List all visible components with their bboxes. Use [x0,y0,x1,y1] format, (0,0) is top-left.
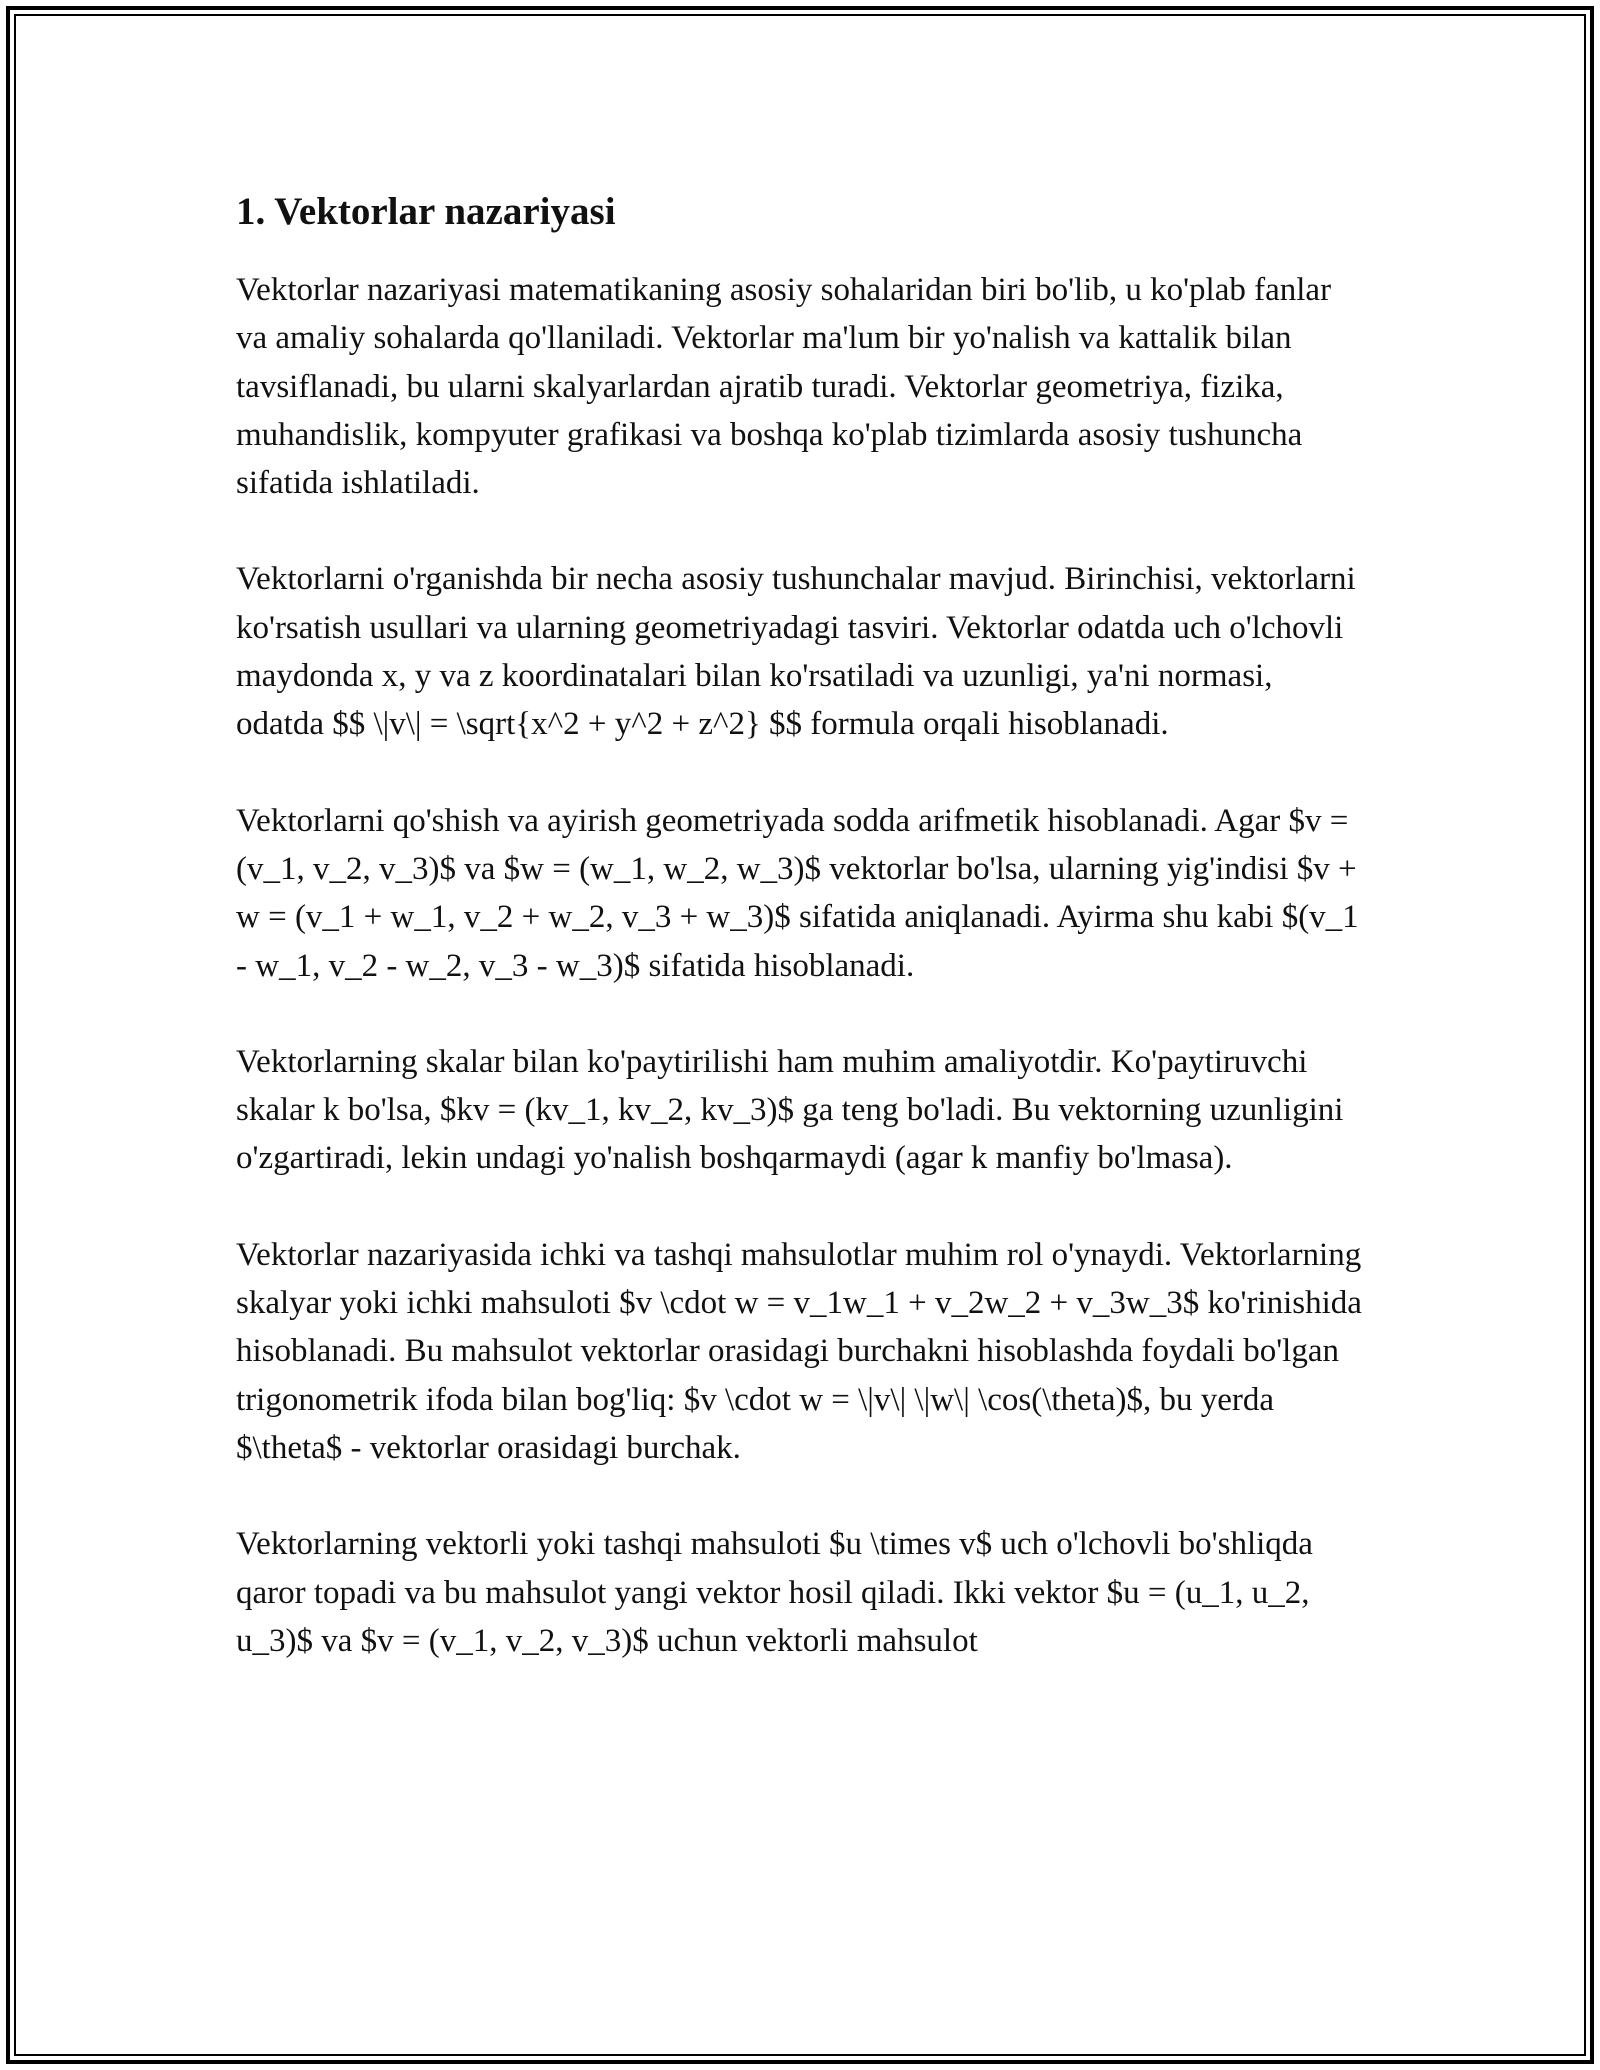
paragraph-2: Vektorlarni o'rganishda bir necha asosiy tushunchalar mavjud. Birinchisi, vektorlarni ko'rsatish usullari va ularning geometriyadagi tasviri. Vektorlar odatda uch o'lchovli maydonda x, y va z koordinatalari bilan ko'rsatiladi va uzunligi, ya'ni normasi, odatda $$ \|v\| = \sqrt{x^2 + y^2 + z^2} $$ formula orqali hisoblanadi. [236,561,1356,743]
paragraph-1: Vektorlar nazariyasi matematikaning asosiy sohalaridan biri bo'lib, u ko'plab fanlar va amaliy sohalarda qo'llaniladi. Vektorlar ma'lum bir yo'nalish va kattalik bilan tavsiflanadi, bu ularni skalyarlardan ajratib turadi. Vektorlar geometriya, fizika, muhandislik, kompyuter grafikasi va boshqa ko'plab tizimlarda asosiy tushuncha sifatida ishlatiladi. [236,272,1332,502]
paragraph-3: Vektorlarni qo'shish va ayirish geometriyada sodda arifmetik hisoblanadi. Agar $v = (v_1, v_2, v_3)$ va $w = (w_1, w_2, w_3)$ vektorlar bo'lsa, ularning yig'indisi $v + w = (v_1 + w_1, v_2 + w_2, v_3 + w_3)$ sifatida aniqlanadi. Ayirma shu kabi $(v_1 - w_1, v_2 - w_2, v_3 - w_3)$ sifatida hisoblanadi. [236,802,1359,984]
section-heading: 1. Vektorlar nazariyasi [236,190,616,233]
paragraph-6: Vektorlarning vektorli yoki tashqi mahsuloti $u \times v$ uch o'lchovli bo'shliqda qaror topadi va bu mahsulot yangi vektor hosil qiladi. Ikki vektor $u = (u_1, u_2, u_3)$ va $v = (v_1, v_2, v_3)$ uchun vektorli mahsulot [236,1526,1313,1659]
document-body [236,186,1366,1713]
paragraph-4: Vektorlarning skalar bilan ko'paytirilishi ham muhim amaliyotdir. Ko'paytiruvchi skalar k bo'lsa, $kv = (kv_1, kv_2, kv_3)$ ga teng bo'ladi. Bu vektorning uzunligini o'zgartiradi, lekin undagi yo'nalish boshqarmaydi (agar k manfiy bo'lmasa). [236,1043,1344,1177]
paragraph-5: Vektorlar nazariyasida ichki va tashqi mahsulotlar muhim rol o'ynaydi. Vektorlarning skalyar yoki ichki mahsuloti $v \cdot w = v_1w_1 + v_2w_2 + v_3w_3$ ko'rinishida hisoblanadi. Bu mahsulot vektorlar orasidagi burchakni hisoblashda foydali bo'lgan trigonometrik ifoda bilan bog'liq: $v \cdot w = \|v\| \|w\| \cos(\theta)$, bu yerda $\theta$ - vektorlar orasidagi burchak. [236,1236,1362,1466]
